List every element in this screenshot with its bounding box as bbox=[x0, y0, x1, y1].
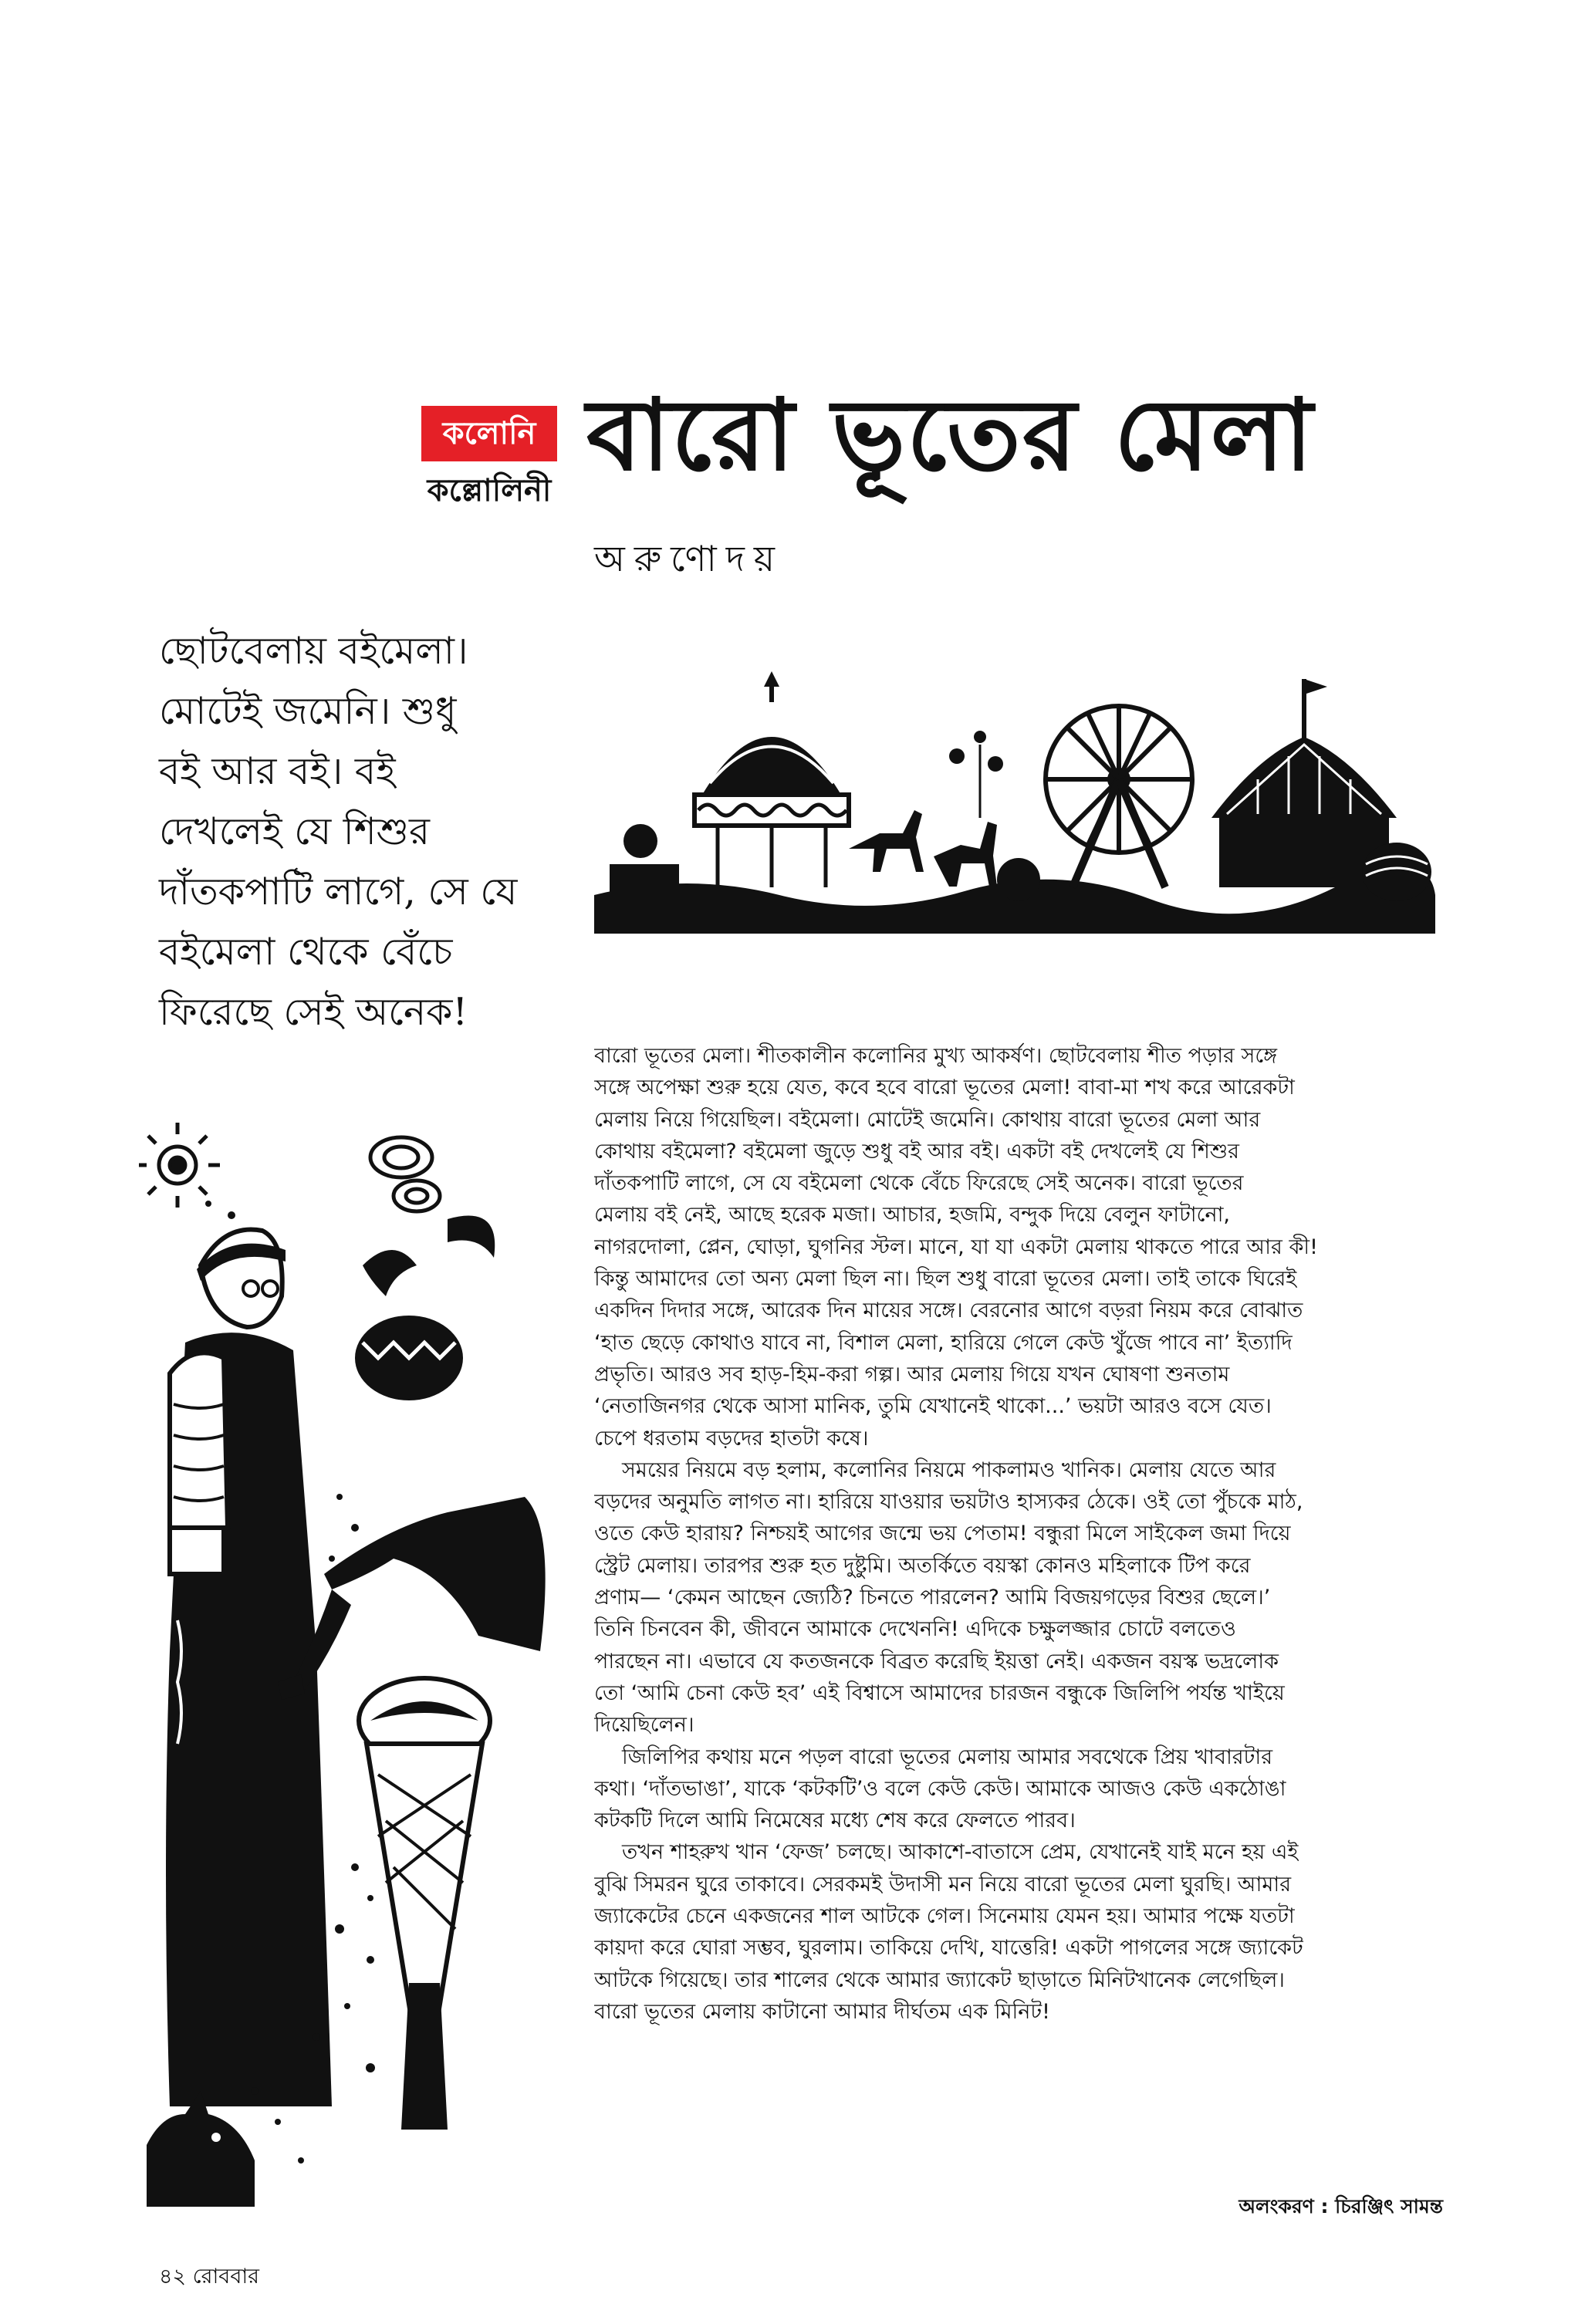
page-folio: ৪২ রোববার bbox=[159, 2265, 260, 2289]
body-line: জ্যাকেটের চেনে একজনের শাল আটকে গেল। সিনেমায় যেমন হয়। আমার পক্ষে যতটা bbox=[594, 1904, 1295, 1929]
body-line: নাগরদোলা, প্লেন, ঘোড়া, ঘুগনির স্টল। মানে, যা যা একটা মেলায় থাকতে পারে আর কী! bbox=[594, 1235, 1318, 1259]
pull-quote-line: ফিরেছে সেই অনেক! bbox=[159, 990, 468, 1034]
body-line: প্রভৃতি। আরও সব হাড়-হিম-করা গল্প। আর মেলায় গিয়ে যখন ঘোষণা শুনতাম bbox=[594, 1362, 1230, 1387]
body-line: তো ‘আমি চেনা কেউ হব’ এই বিশ্বাসে আমাদের চারজন বন্ধুকে জিলিপি পর্যন্ত খাইয়ে bbox=[594, 1681, 1285, 1705]
basket-icon bbox=[1362, 843, 1431, 901]
body-line: ওতে কেউ হারায়? নিশ্চয়ই আগের জন্মে ভয় পেতাম! বন্ধুরা মিলে সাইকেল জমা দিয়ে bbox=[594, 1522, 1291, 1546]
ferris-wheel-icon bbox=[1046, 706, 1192, 887]
ice-cream-cone-icon bbox=[359, 1678, 490, 2130]
fair-illustration bbox=[594, 640, 1435, 964]
body-line: সঙ্গে অপেক্ষা শুরু হয়ে যেত, কবে হবে বারো ভূতের মেলা! বাবা-মা শখ করে আরেকটা bbox=[594, 1076, 1295, 1100]
pull-quote-line: মোটেই জমেনি। শুধু bbox=[159, 689, 457, 733]
dog-icon bbox=[147, 2091, 255, 2207]
body-line: সময়ের নিয়মে বড় হলাম, কলোনির নিয়মে পাকলামও খানিক। মেলায় যেতে আর bbox=[622, 1458, 1276, 1482]
section-tag: কলোনি bbox=[421, 406, 557, 461]
pull-quote-line: বই আর বই। বই bbox=[159, 749, 396, 793]
pull-quote-line: দাঁতকপাটি লাগে, সে যে bbox=[159, 870, 518, 914]
body-line: তিনি চিনবেন কী, জীবনে আমাকে দেখেননি! এদিকে চক্ষুলজ্জার চোটে বলতেও bbox=[594, 1617, 1236, 1642]
body-line: দাঁতকপাটি লাগে, সে যে বইমেলা থেকে বেঁচে ফিরেছে সেই অনেক। বারো ভূতের bbox=[594, 1171, 1244, 1196]
body-line: কোথায় বইমেলা? বইমেলা জুড়ে শুধু বই আর বই। একটা বই দেখলেই যে শিশুর bbox=[594, 1139, 1239, 1164]
body-line: মেলায় বই নেই, আছে হরেক মজা। আচার, হজমি, বন্দুক দিয়ে বেলুন ফাটানো, bbox=[594, 1203, 1230, 1228]
body-line: দিয়েছিলেন। bbox=[594, 1713, 694, 1738]
illustration-credit: অলংকরণ : চিরঞ্জিৎ সামন্ত bbox=[1238, 2195, 1443, 2218]
body-line: একদিন দিদার সঙ্গে, আরেক দিন মায়ের সঙ্গে। বেরনোর আগে বড়রা নিয়ম করে বোঝাত bbox=[594, 1299, 1303, 1323]
body-line: বারো ভূতের মেলা। শীতকালীন কলোনির মুখ্য আকর্ষণ। ছোটবেলায় শীত পড়ার সঙ্গে bbox=[594, 1044, 1278, 1068]
article-body bbox=[594, 1040, 1443, 2028]
section-subtitle: কল্লোলিনী bbox=[427, 473, 552, 508]
body-line: কায়দা করে ঘোরা সম্ভব, ঘুরলাম। তাকিয়ে দেখি, যাত্তেরি! একটা পাগলের সঙ্গে জ্যাকেট bbox=[594, 1936, 1303, 1961]
fairgoers-illustration bbox=[139, 1096, 579, 2222]
pull-quote-line: ছোটবেলায় বইমেলা। bbox=[159, 629, 468, 673]
body-line: কটকটি দিলে আমি নিমেষের মধ্যে শেষ করে ফেলতে পারব। bbox=[594, 1809, 1076, 1833]
body-line: কিন্তু আমাদের তো অন্য মেলা ছিল না। ছিল শুধু বারো ভূতের মেলা। তাই তাকে ঘিরেই bbox=[594, 1267, 1297, 1292]
body-line: বারো ভূতের মেলায় কাটানো আমার দীর্ঘতম এক মিনিট! bbox=[594, 1999, 1050, 2024]
body-line: বড়দের অনুমতি লাগত না। হারিয়ে যাওয়ার ভয়টাও হাস্যকর ঠেকে। ওই তো পুঁচকে মাঠ, bbox=[594, 1490, 1303, 1515]
sun-icon bbox=[139, 1123, 220, 1208]
author-byline: অরুণোদয় bbox=[594, 538, 785, 579]
bending-man-icon bbox=[278, 1497, 546, 1700]
pull-quote bbox=[159, 621, 545, 1042]
balloons-icon bbox=[949, 731, 1003, 818]
body-line: কথা। ‘দাঁতভাঙা’, যাকে ‘কটকটি’ও বলে কেউ কেউ। আমাকে আজও কেউ একঠোঙা bbox=[594, 1776, 1286, 1801]
bird-kite-icon bbox=[363, 1216, 495, 1296]
body-line: ‘হাত ছেড়ে কোথাও যাবে না, বিশাল মেলা, হারিয়ে গেলে কেউ খুঁজে পাবে না’ ইত্যাদি bbox=[594, 1330, 1293, 1355]
body-line: মেলায় নিয়ে গিয়েছিল। বইমেলা। মোটেই জমেনি। কোথায় বারো ভূতের মেলা আর bbox=[594, 1107, 1261, 1132]
body-line: আটকে গিয়েছে। তার শালের থেকে আমার জ্যাকেট ছাড়াতে মিনিটখানেক লেগেছিল। bbox=[594, 1968, 1285, 1992]
body-line: পারছেন না। এভাবে যে কতজনকে বিব্রত করেছি ইয়ত্তা নেই। একজন বয়স্ক ভদ্রলোক bbox=[594, 1649, 1279, 1674]
body-line: চেপে ধরতাম বড়দের হাতটা কষে। bbox=[594, 1426, 869, 1451]
body-line: তখন শাহরুখ খান ‘ফেজ’ চলছে। আকাশে-বাতাসে প্রেম, যেখানেই যাই মনে হয় এই bbox=[622, 1840, 1299, 1865]
carousel-tent-icon bbox=[694, 671, 849, 887]
body-line: জিলিপির কথায় মনে পড়ল বারো ভূতের মেলায় আমার সবথেকে প্রিয় খাবারটার bbox=[622, 1745, 1273, 1769]
pull-quote-line: বইমেলা থেকে বেঁচে bbox=[159, 930, 453, 974]
swirl-cloud-icon bbox=[370, 1137, 440, 1211]
page-title: বারো ভূতের মেলা bbox=[586, 378, 1315, 493]
body-line: স্ট্রেট মেলায়। তারপর শুরু হত দুষ্টুমি। অতর্কিতে বয়স্কা কোনও মহিলাকে টিপ করে bbox=[594, 1553, 1251, 1578]
body-line: বুঝি সিমরন ঘুরে তাকাবে। সেরকমই উদাসী মন নিয়ে বারো ভূতের মেলা ঘুরছি। আমার bbox=[594, 1872, 1292, 1897]
body-line: প্রণাম— ‘কেমন আছেন জ্যেঠি? চিনতে পারলেন? আমি বিজয়গড়ের বিশুর ছেলে।’ bbox=[594, 1586, 1271, 1610]
body-line: ‘নেতাজিনগর থেকে আসা মানিক, তুমি যেখানেই থাকো...’ ভয়টা আরও বসে যেত। bbox=[594, 1394, 1272, 1419]
pull-quote-line: দেখলেই যে শিশুর bbox=[159, 809, 430, 853]
pot-icon bbox=[355, 1316, 463, 1400]
